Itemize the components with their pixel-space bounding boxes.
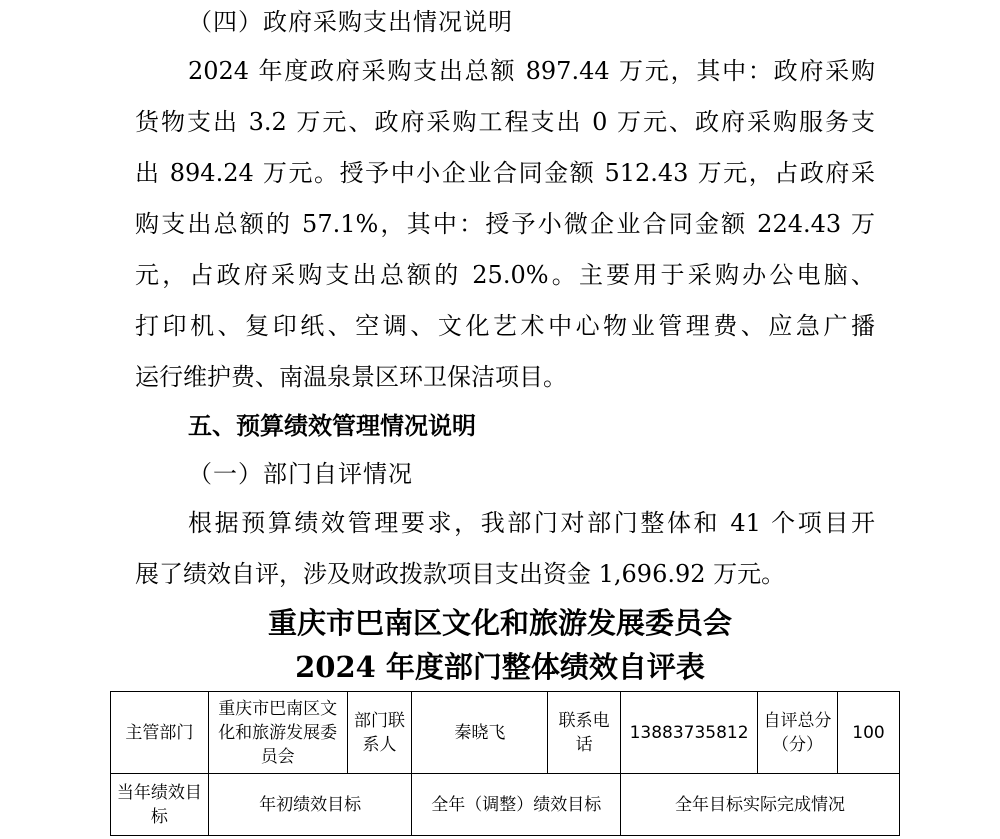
table-row: [111, 692, 900, 774]
table-title-line-1: 重庆市巴南区文化和旅游发展委员会: [267, 606, 732, 640]
paragraph-line: 2024 年度政府采购支出总额 897.44 万元，其中：政府采购: [188, 57, 875, 85]
section-5-heading: 五、预算绩效管理情况说明: [188, 412, 476, 440]
initial-goal-header: 年初绩效目标: [208, 774, 412, 836]
contact-value-cell: 秦晓飞: [412, 692, 548, 774]
section-5-subheading: （一）部门自评情况: [188, 460, 413, 488]
paragraph-line: 出 894.24 万元。授予中小企业合同金额 512.43 万元，占政府采: [135, 159, 875, 187]
paragraph-line: 打印机、复印纸、空调、文化艺术中心物业管理费、应急广播: [135, 312, 875, 340]
table-title-line-2: 2024 年度部门整体绩效自评表: [295, 650, 705, 684]
section-4-subheading: （四）政府采购支出情况说明: [188, 8, 513, 36]
paragraph-line: 展了绩效自评，涉及财政拨款项目支出资金 1,696.92 万元。: [135, 560, 786, 588]
contact-label-cell: 部门联系人: [347, 692, 412, 774]
paragraph-line: 根据预算绩效管理要求，我部门对部门整体和 41 个项目开: [188, 509, 875, 537]
phone-value-cell: 13883735812: [621, 692, 758, 774]
dept-value-cell: 重庆市巴南区文化和旅游发展委员会: [208, 692, 347, 774]
paragraph-line: 货物支出 3.2 万元、政府采购工程支出 0 万元、政府采购服务支: [135, 108, 875, 136]
table-row: [111, 774, 900, 836]
score-label-cell: 自评总分（分）: [758, 692, 838, 774]
dept-label-cell: 主管部门: [111, 692, 209, 774]
actual-completion-header: 全年目标实际完成情况: [621, 774, 900, 836]
paragraph-line: 元，占政府采购支出总额的 25.0%。主要用于采购办公电脑、: [135, 261, 875, 289]
performance-evaluation-table: [110, 691, 900, 836]
paragraph-line: 运行维护费、南温泉景区环卫保洁项目。: [135, 363, 567, 391]
goal-label-cell: 当年绩效目标: [111, 774, 209, 836]
phone-label-cell: 联系电话: [548, 692, 621, 774]
paragraph-line: 购支出总额的 57.1%，其中：授予小微企业合同金额 224.43 万: [135, 210, 875, 238]
adjusted-goal-header: 全年（调整）绩效目标: [412, 774, 621, 836]
score-value-cell: 100: [837, 692, 899, 774]
